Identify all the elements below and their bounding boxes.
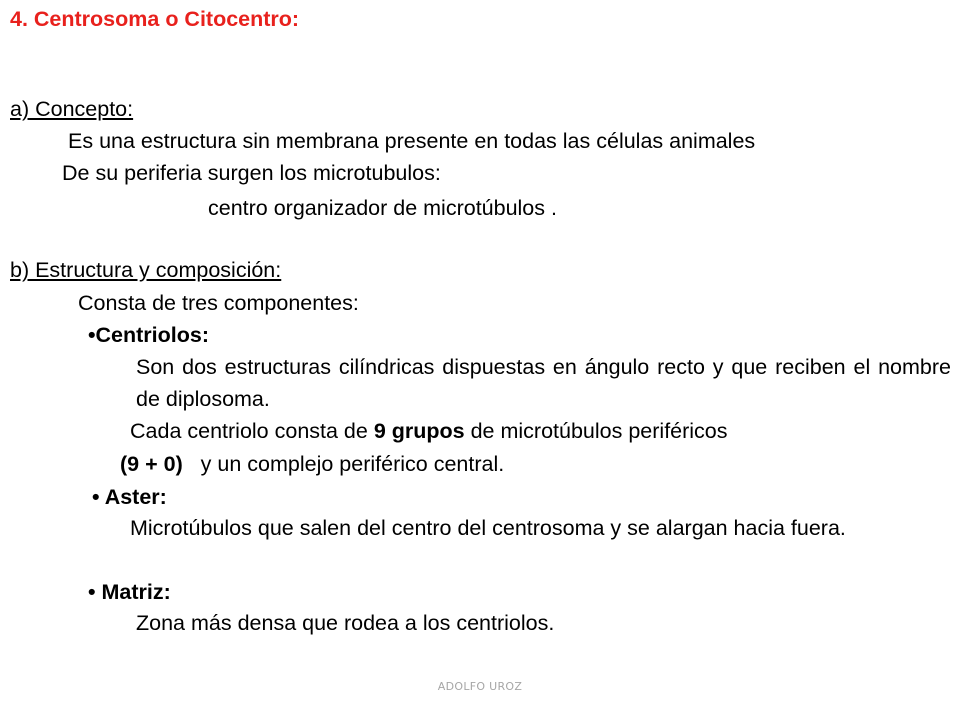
concepto-line-2: De su periferia surgen los microtubulos:: [62, 161, 441, 185]
nine-plus-zero-formula: (9 + 0): [120, 452, 183, 476]
slide-title: 4. Centrosoma o Citocentro:: [10, 7, 300, 31]
aster-bullet: • Aster:: [92, 485, 167, 509]
concepto-line-3: centro organizador de microtúbulos .: [208, 196, 557, 220]
estructura-intro: Consta de tres componentes:: [78, 291, 359, 315]
aster-description: Microtúbulos que salen del centro del centrosoma y se alargan hacia fuera.: [130, 516, 846, 540]
concepto-line-1: Es una estructura sin membrana presente en todas las células animales: [68, 129, 756, 153]
centriolos-detail-line-b: [120, 451, 504, 477]
matriz-bullet: • Matriz:: [88, 580, 171, 604]
complejo-central-text: y un complejo periférico central.: [182, 452, 505, 476]
centriolos-bullet: •Centriolos:: [88, 323, 210, 347]
centriolos-detail-post: de microtúbulos periféricos: [464, 419, 728, 443]
estructura-heading: b) Estructura y composición:: [10, 258, 282, 282]
concepto-heading: a) Concepto:: [10, 97, 134, 121]
matriz-description: Zona más densa que rodea a los centriolos.: [136, 611, 555, 635]
nine-groups-emphasis: 9 grupos: [373, 419, 465, 443]
centriolos-description: Son dos estructuras cilíndricas dispuestas en ángulo recto y que reciben el nombre de diplosoma.: [136, 355, 951, 411]
footer-author: ADOLFO UROZ: [437, 680, 523, 693]
centriolos-detail-pre: Cada centriolo consta de: [130, 419, 374, 443]
centriolos-detail-line-a: [130, 418, 728, 444]
